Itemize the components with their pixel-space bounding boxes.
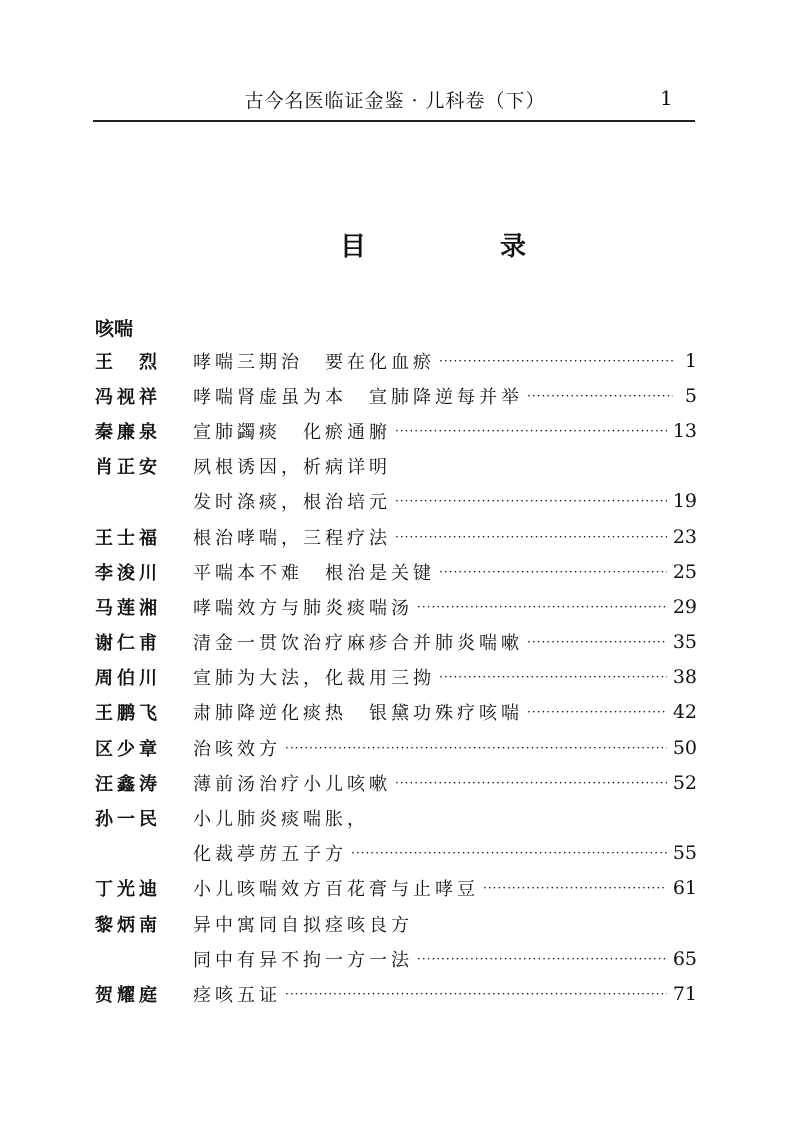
dot-leader [395, 424, 667, 438]
entry-title: 宣肺蠲痰 化瘀通腑 [193, 421, 391, 443]
toc-entry[interactable] [95, 413, 697, 448]
entry-title: 发时涤痰，根治培元 [193, 492, 391, 514]
dot-leader [395, 494, 667, 508]
entry-page-number: 52 [672, 771, 697, 794]
entry-title: 平喘本不难 根治是关键 [193, 562, 435, 584]
entry-page-number: 23 [672, 525, 697, 548]
entry-page-number: 19 [672, 490, 697, 513]
author-name: 谢仁甫 [95, 633, 161, 655]
entry-title: 宣肺为大法，化裁用三拗 [193, 668, 435, 690]
author-name: 黎炳南 [95, 914, 161, 936]
dot-leader [439, 670, 667, 684]
author-name: 王鹏飞 [95, 703, 161, 725]
author-name: 马莲湘 [95, 597, 161, 619]
toc-entry[interactable] [95, 836, 697, 871]
dot-leader [285, 741, 667, 755]
dot-leader [439, 354, 673, 368]
dot-leader [527, 389, 673, 403]
dot-leader [439, 565, 667, 579]
toc-entry[interactable] [95, 941, 697, 976]
entry-page-number: 38 [672, 666, 697, 689]
author-name: 周伯川 [95, 668, 161, 690]
toc-title: 目 录 [340, 232, 581, 262]
toc-entry[interactable] [95, 906, 697, 941]
entry-page-number: 61 [672, 877, 697, 900]
entry-page-number: 29 [672, 595, 697, 618]
dot-leader [417, 952, 667, 966]
section-heading: 咳喘 [95, 318, 134, 340]
author-name: 汪鑫涛 [95, 773, 161, 795]
entry-page-number: 25 [672, 560, 697, 583]
page-number: 1 [660, 86, 673, 110]
toc-entry[interactable] [95, 625, 697, 660]
dot-leader [483, 881, 667, 895]
entry-title: 哮喘效方与肺炎痰喘汤 [193, 597, 413, 619]
entry-title: 小儿咳喘效方百花膏与止哮豆 [193, 879, 479, 901]
toc-entry[interactable] [95, 976, 697, 1011]
author-name: 王 烈 [95, 351, 161, 373]
entry-title: 异中寓同自拟痉咳良方 [193, 914, 413, 936]
author-name: 王士福 [95, 527, 161, 549]
toc-entry[interactable] [95, 730, 697, 765]
author-name: 丁光迪 [95, 879, 161, 901]
entry-page-number: 65 [672, 947, 697, 970]
toc-entry[interactable] [95, 695, 697, 730]
entry-title: 小儿肺炎痰喘胀， [193, 809, 369, 831]
author-name: 秦廉泉 [95, 421, 161, 443]
dot-leader [351, 846, 667, 860]
toc-list [95, 343, 697, 1012]
author-name: 肖正安 [95, 457, 161, 479]
running-header-title: 古今名医临证金鉴 · 儿科卷（下） [244, 90, 546, 112]
entry-title: 哮喘肾虚虽为本 宣肺降逆每并举 [193, 386, 523, 408]
entry-title: 根治哮喘，三程疗法 [193, 527, 391, 549]
entry-page-number: 71 [672, 982, 697, 1005]
dot-leader [395, 776, 667, 790]
author-name: 冯视祥 [95, 386, 161, 408]
toc-entry[interactable] [95, 871, 697, 906]
toc-entry[interactable] [95, 554, 697, 589]
entry-page-number: 1 [684, 349, 697, 372]
toc-entry[interactable] [95, 519, 697, 554]
entry-title: 治咳效方 [193, 738, 281, 760]
entry-title: 肃肺降逆化痰热 银黛功殊疗咳喘 [193, 703, 523, 725]
header-rule [93, 120, 695, 122]
entry-page-number: 50 [672, 736, 697, 759]
author-name: 贺耀庭 [95, 984, 161, 1006]
dot-leader [285, 987, 667, 1001]
author-name: 李浚川 [95, 562, 161, 584]
dot-leader [395, 530, 667, 544]
entry-page-number: 13 [672, 419, 697, 442]
toc-entry[interactable] [95, 378, 697, 413]
entry-title: 哮喘三期治 要在化血瘀 [193, 351, 435, 373]
toc-entry[interactable] [95, 765, 697, 800]
entry-page-number: 42 [672, 701, 697, 724]
dot-leader [417, 600, 667, 614]
entry-page-number: 35 [672, 631, 697, 654]
entry-page-number: 55 [672, 842, 697, 865]
entry-title: 化裁葶苈五子方 [193, 844, 347, 866]
entry-title: 痉咳五证 [193, 984, 281, 1006]
toc-entry[interactable] [95, 484, 697, 519]
entry-title: 清金一贯饮治疗麻疹合并肺炎喘嗽 [193, 633, 523, 655]
author-name: 区少章 [95, 738, 161, 760]
entry-title: 薄前汤治疗小儿咳嗽 [193, 773, 391, 795]
entry-title: 同中有异不拘一方一法 [193, 949, 413, 971]
dot-leader [527, 635, 667, 649]
entry-page-number: 5 [684, 384, 697, 407]
toc-entry[interactable] [95, 660, 697, 695]
toc-entry[interactable] [95, 343, 697, 378]
toc-entry[interactable] [95, 589, 697, 624]
entry-title: 夙根诱因，析病详明 [193, 457, 391, 479]
toc-entry[interactable] [95, 800, 697, 835]
dot-leader [527, 705, 667, 719]
toc-entry[interactable] [95, 449, 697, 484]
author-name: 孙一民 [95, 809, 161, 831]
